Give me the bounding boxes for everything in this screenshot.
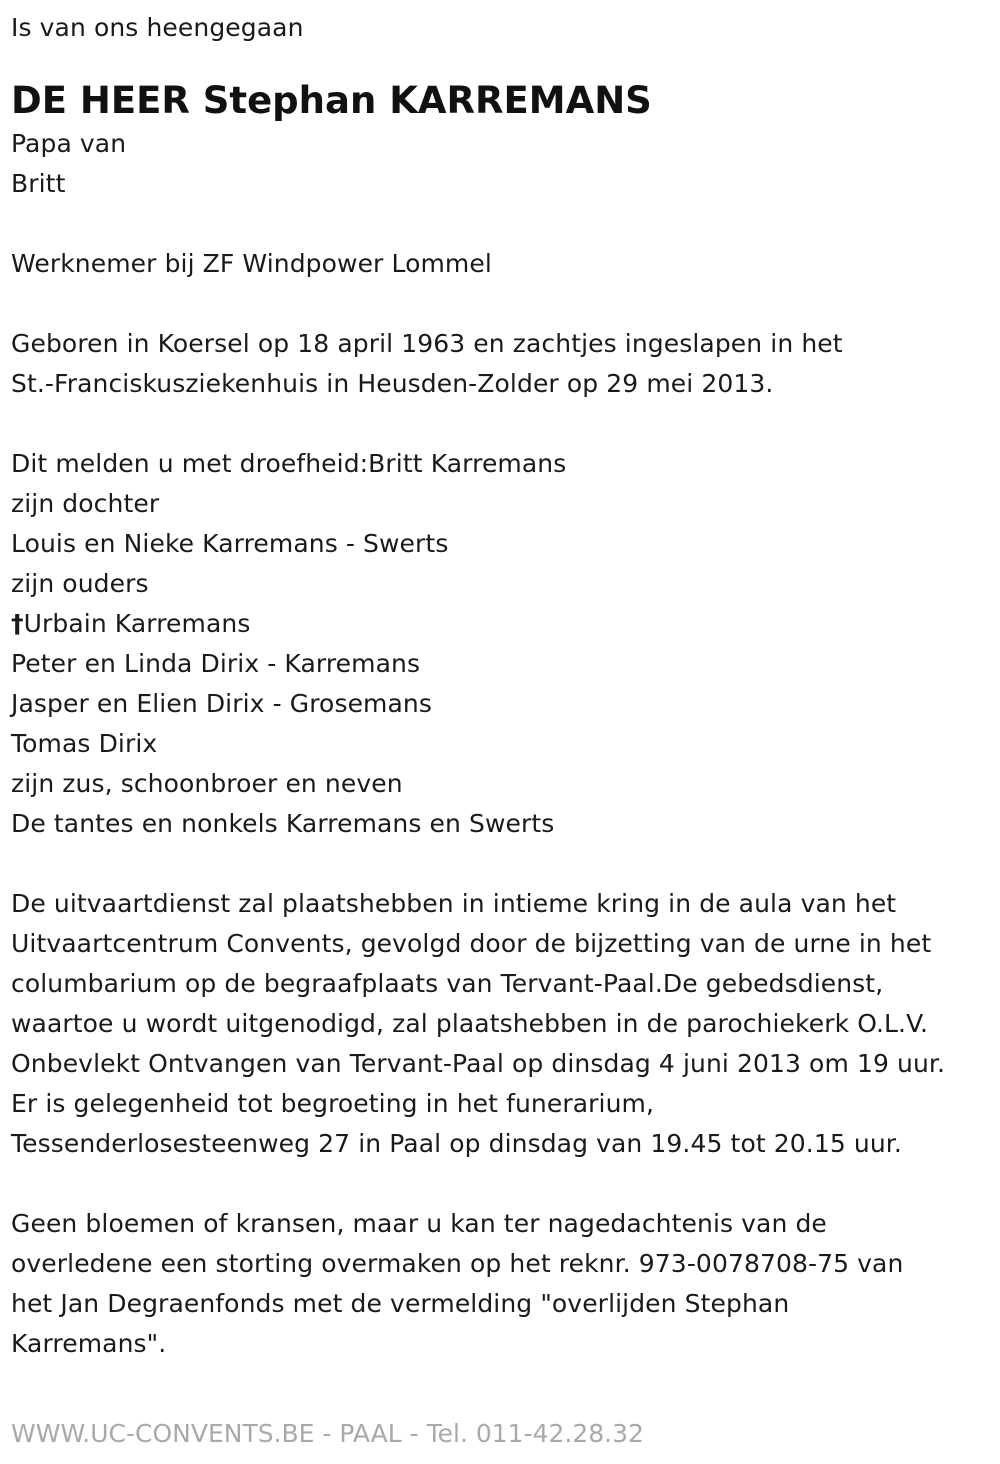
mourner-name: Urbain Karremans bbox=[23, 609, 251, 638]
footer-contact: WWW.UC-CONVENTS.BE - PAAL - Tel. 011-42.28.32 bbox=[11, 1419, 644, 1448]
relation-label: Papa van bbox=[11, 129, 127, 158]
service-line: waartoe u wordt uitgenodigd, zal plaatshebben in de parochiekerk O.L.V. bbox=[11, 1009, 929, 1038]
donation-line: Geen bloemen of kransen, maar u kan ter nagedachtenis van de bbox=[11, 1209, 827, 1238]
mourner-line: De tantes en nonkels Karremans en Swerts bbox=[11, 809, 555, 838]
donation-line: het Jan Degraenfonds met de vermelding "overlijden Stephan bbox=[11, 1289, 790, 1318]
spacer bbox=[11, 284, 991, 324]
intro-text: Is van ons heengegaan bbox=[11, 13, 304, 42]
donation-line: Karremans". bbox=[11, 1329, 167, 1358]
service-line: Er is gelegenheid tot begroeting in het funerarium, bbox=[11, 1089, 655, 1118]
service-line: Tessenderlosesteenweg 27 in Paal op dinsdag van 19.45 tot 20.15 uur. bbox=[11, 1129, 902, 1158]
service-line: columbarium op de begraafplaats van Tervant-Paal.De gebedsdienst, bbox=[11, 969, 884, 998]
obituary-notice bbox=[11, 8, 991, 1364]
mourner-line: Louis en Nieke Karremans - Swerts bbox=[11, 529, 449, 558]
cross-icon: † bbox=[11, 609, 24, 638]
spacer bbox=[11, 404, 991, 444]
birth-death-line: Geboren in Koersel op 18 april 1963 en zachtjes ingeslapen in het bbox=[11, 329, 843, 358]
service-line: Onbevlekt Ontvangen van Tervant-Paal op dinsdag 4 juni 2013 om 19 uur. bbox=[11, 1049, 946, 1078]
service-line: Uitvaartcentrum Convents, gevolgd door de bijzetting van de urne in het bbox=[11, 929, 932, 958]
deceased-name: DE HEER Stephan KARREMANS bbox=[11, 79, 652, 122]
mourner-line: Peter en Linda Dirix - Karremans bbox=[11, 649, 421, 678]
mourner-line: Dit melden u met droefheid:Britt Karremans bbox=[11, 449, 567, 478]
spacer bbox=[11, 204, 991, 244]
mourner-line: Tomas Dirix bbox=[11, 729, 158, 758]
mourner-line: Jasper en Elien Dirix - Grosemans bbox=[11, 689, 432, 718]
relation-child: Britt bbox=[11, 169, 66, 198]
mourner-line: zijn dochter bbox=[11, 489, 160, 518]
mourner-line: zijn ouders bbox=[11, 569, 149, 598]
employment-text: Werknemer bij ZF Windpower Lommel bbox=[11, 249, 492, 278]
spacer bbox=[11, 1164, 991, 1204]
spacer bbox=[11, 844, 991, 884]
mourner-line-deceased bbox=[11, 604, 991, 644]
donation-line: overledene een storting overmaken op het reknr. 973-0078708-75 van bbox=[11, 1249, 904, 1278]
birth-death-line: St.-Franciskusziekenhuis in Heusden-Zolder op 29 mei 2013. bbox=[11, 369, 774, 398]
service-line: De uitvaartdienst zal plaatshebben in intieme kring in de aula van het bbox=[11, 889, 897, 918]
mourner-line: zijn zus, schoonbroer en neven bbox=[11, 769, 403, 798]
